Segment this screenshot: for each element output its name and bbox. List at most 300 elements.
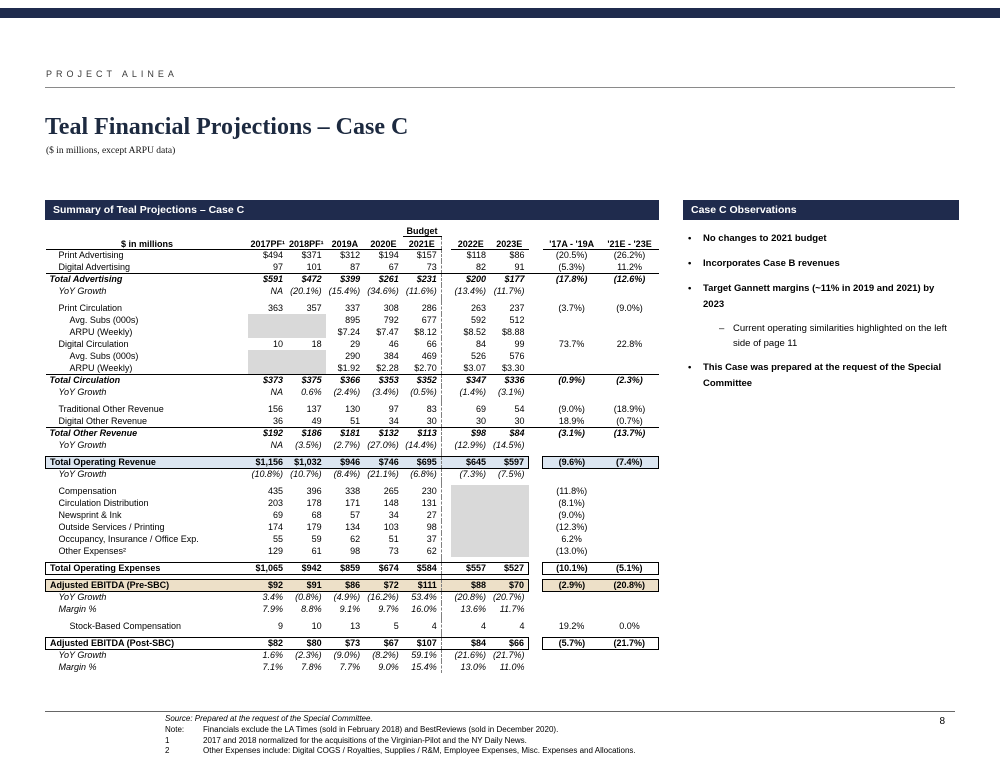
footnote-text: Financials exclude the LA Times (sold in February 2018) and BestReviews (sold in December 2020). xyxy=(203,724,559,734)
value-cell: 13.0% xyxy=(460,662,486,672)
value-cell: (3.4%) xyxy=(372,387,399,397)
cagr-cell: 6.2% xyxy=(561,534,582,544)
row-label: Print Advertising xyxy=(58,250,124,261)
value-cell: 98 xyxy=(350,546,361,556)
gap-cell xyxy=(441,468,451,480)
value-cell: (4.9%) xyxy=(333,592,361,603)
value-cell: $82 xyxy=(248,637,287,649)
spacer-cell xyxy=(46,223,249,236)
value-cell xyxy=(248,314,287,326)
projections-table-head xyxy=(46,223,659,249)
value-cell: 137 xyxy=(306,404,322,414)
cagr-cell: 11.2% xyxy=(617,261,642,272)
cagr-cell xyxy=(601,386,659,398)
cagr-cell: (5.1%) xyxy=(601,562,659,574)
value-cell: 338 xyxy=(345,486,361,496)
cagr-cell: (0.9%) xyxy=(543,374,601,386)
gap-cell xyxy=(441,591,451,603)
row-label: Newsprint & Ink xyxy=(58,510,122,520)
value-cell: $859 xyxy=(326,562,365,574)
value-cell: 82 xyxy=(475,261,486,272)
value-cell: (8.2%) xyxy=(372,650,399,661)
value-cell: 7.7% xyxy=(339,662,361,672)
gap-cell xyxy=(441,415,451,427)
row-label: Traditional Other Revenue xyxy=(58,404,164,414)
value-cell: 237 xyxy=(509,303,525,313)
gap-cell xyxy=(441,314,451,326)
row-label: YoY Growth xyxy=(58,469,107,480)
cagr-cell: (7.4%) xyxy=(601,456,659,468)
projections-panel xyxy=(45,200,659,673)
bullet-marker: • xyxy=(688,258,692,270)
spacer-cell xyxy=(287,223,326,236)
gap-cell xyxy=(529,468,543,480)
value-cell xyxy=(451,545,490,557)
value-cell: 174 xyxy=(268,522,284,532)
value-cell: 57 xyxy=(350,510,361,520)
cagr-cell: (18.9%) xyxy=(613,404,646,414)
value-cell: 4 xyxy=(431,621,437,631)
cagr-cell: (3.1%) xyxy=(543,427,601,439)
cagr-cell: (9.0%) xyxy=(558,510,585,520)
row-label: Adjusted EBITDA (Post-SBC) xyxy=(46,637,249,649)
value-cell: $1,032 xyxy=(287,456,326,468)
value-cell: $312 xyxy=(340,250,361,261)
observation-text: Current operating similarities highlighted on the left side of page 11 xyxy=(733,322,947,349)
value-cell: $645 xyxy=(451,456,490,468)
value-cell: 131 xyxy=(421,498,437,508)
gap-cell xyxy=(529,439,543,451)
row-label: Total Advertising xyxy=(46,273,249,285)
value-cell: 8.8% xyxy=(301,604,322,614)
value-cell: 16.0% xyxy=(411,604,437,614)
value-cell: (0.8%) xyxy=(295,592,322,603)
cagr-cell: (21.7%) xyxy=(601,637,659,649)
gap-cell xyxy=(529,497,543,509)
row-label: Occupancy, Insurance / Office Exp. xyxy=(58,534,199,544)
gap-cell xyxy=(441,603,451,615)
gap-cell xyxy=(441,579,451,591)
value-cell: (9.0%) xyxy=(333,650,361,661)
value-cell: $746 xyxy=(364,456,403,468)
value-cell: 156 xyxy=(268,404,284,414)
row-label: YoY Growth xyxy=(58,286,107,296)
cagr-cell: (17.8%) xyxy=(543,273,601,285)
cagr-cell xyxy=(543,386,601,398)
value-cell: $347 xyxy=(451,374,490,386)
bullet-marker: • xyxy=(688,233,692,244)
cagr-cell: (13.0%) xyxy=(555,546,588,556)
value-cell: 286 xyxy=(421,303,437,313)
value-cell: (15.4%) xyxy=(328,286,361,296)
spacer-cell xyxy=(248,223,287,236)
value-cell: 66 xyxy=(426,339,437,349)
value-cell xyxy=(287,362,326,374)
value-cell: $472 xyxy=(287,273,326,285)
footnote-row xyxy=(165,746,955,757)
cagr-cell xyxy=(543,326,601,338)
value-cell: 7.9% xyxy=(262,604,284,614)
cagr-cell xyxy=(601,521,659,533)
value-cell: 27 xyxy=(426,510,437,520)
value-cell: $557 xyxy=(451,562,490,574)
value-cell: $597 xyxy=(490,456,529,468)
value-cell: 512 xyxy=(509,315,525,325)
value-cell: $231 xyxy=(403,273,442,285)
row-label: Total Other Revenue xyxy=(46,427,249,439)
value-cell: 34 xyxy=(388,415,399,426)
gap-cell xyxy=(441,439,451,451)
value-cell: $375 xyxy=(287,374,326,386)
footnotes xyxy=(165,712,955,757)
observation-item xyxy=(685,231,957,247)
gap-cell xyxy=(529,223,543,236)
header-divider xyxy=(45,87,955,88)
budget-header: Budget xyxy=(403,223,442,236)
value-cell: (1.4%) xyxy=(459,387,486,397)
spacer-cell xyxy=(451,223,490,236)
value-cell: 337 xyxy=(345,303,361,313)
value-cell: $107 xyxy=(403,637,442,649)
value-cell: $192 xyxy=(248,427,287,439)
projections-table-body xyxy=(46,249,659,673)
value-cell: $67 xyxy=(364,637,403,649)
value-cell: 59.1% xyxy=(411,650,437,661)
gap-cell xyxy=(441,362,451,374)
value-cell: (14.4%) xyxy=(405,440,437,450)
observation-item xyxy=(685,360,957,392)
value-cell: 5 xyxy=(393,621,399,631)
cagr-cell xyxy=(601,439,659,451)
gap-cell xyxy=(441,620,451,632)
spacer-cell xyxy=(601,223,659,236)
value-cell xyxy=(287,326,326,338)
value-cell xyxy=(490,497,529,509)
cagr-cell xyxy=(601,533,659,545)
value-cell: $527 xyxy=(490,562,529,574)
value-cell: $591 xyxy=(248,273,287,285)
value-cell: $942 xyxy=(287,562,326,574)
value-cell: $111 xyxy=(403,579,442,591)
value-cell: (13.4%) xyxy=(454,286,486,296)
value-cell: $353 xyxy=(364,374,403,386)
row-label: Margin % xyxy=(58,604,97,614)
gap-cell xyxy=(441,649,451,661)
value-cell: 792 xyxy=(383,315,399,325)
cagr-cell: (2.3%) xyxy=(601,374,659,386)
value-cell: 526 xyxy=(470,351,486,361)
cagr-cell: (26.2%) xyxy=(613,250,646,261)
value-cell: $8.52 xyxy=(463,327,486,337)
value-cell: 73 xyxy=(426,261,437,272)
value-cell: 62 xyxy=(426,546,437,556)
row-label: Digital Other Revenue xyxy=(58,415,148,426)
value-cell: $366 xyxy=(326,374,365,386)
value-cell: 97 xyxy=(388,404,399,414)
value-cell: 179 xyxy=(306,522,322,532)
observation-text: No changes to 2021 budget xyxy=(703,233,827,244)
cagr-cell: 0.0% xyxy=(619,621,640,631)
gap-cell xyxy=(529,236,543,249)
cagr-cell xyxy=(601,497,659,509)
gap-cell xyxy=(529,545,543,557)
cagr-cell: (20.8%) xyxy=(601,579,659,591)
value-cell: $88 xyxy=(451,579,490,591)
value-cell: $674 xyxy=(364,562,403,574)
cagr-cell: (5.3%) xyxy=(558,261,585,272)
row-label: Print Circulation xyxy=(58,303,123,313)
cagr-cell: (12.3%) xyxy=(555,522,588,532)
cagr-cell xyxy=(601,485,659,497)
project-label: PROJECT ALINEA xyxy=(46,69,178,79)
cagr-cell xyxy=(543,591,601,603)
gap-cell xyxy=(529,533,543,545)
value-cell: (27.0%) xyxy=(367,440,399,450)
value-cell: (11.7%) xyxy=(493,286,525,296)
value-cell: $494 xyxy=(263,250,284,261)
cagr-cell xyxy=(543,439,601,451)
footnote-row xyxy=(165,736,955,747)
column-header: 2019A xyxy=(326,236,365,249)
column-header: 2021E xyxy=(403,236,442,249)
gap-cell xyxy=(529,620,543,632)
column-header: 2017PF¹ xyxy=(248,236,287,249)
gap-cell xyxy=(529,386,543,398)
gap-cell xyxy=(529,603,543,615)
value-cell: 7.8% xyxy=(301,662,322,672)
value-cell: 4 xyxy=(480,621,486,631)
row-label: Circulation Distribution xyxy=(58,498,149,508)
cagr-cell: (12.6%) xyxy=(601,273,659,285)
value-cell: 178 xyxy=(306,498,322,508)
row-label: Total Operating Expenses xyxy=(46,562,249,574)
value-cell: 265 xyxy=(383,486,399,496)
value-cell: $7.47 xyxy=(376,327,399,337)
value-cell: $91 xyxy=(287,579,326,591)
value-cell xyxy=(490,521,529,533)
cagr-cell xyxy=(601,649,659,661)
value-cell: (7.3%) xyxy=(459,469,486,480)
cagr-cell: (20.5%) xyxy=(555,250,588,261)
value-cell: (0.5%) xyxy=(410,387,437,397)
cagr-cell: (10.1%) xyxy=(543,562,601,574)
cagr-cell: (8.1%) xyxy=(558,498,585,508)
gap-cell xyxy=(441,223,451,236)
cagr-cell xyxy=(601,326,659,338)
cagr-cell xyxy=(543,362,601,374)
cagr-cell xyxy=(543,350,601,362)
gap-cell xyxy=(529,562,543,574)
value-cell: $86 xyxy=(509,250,525,261)
column-header: 2018PF¹ xyxy=(287,236,326,249)
spacer-cell xyxy=(543,223,601,236)
value-cell: (2.7%) xyxy=(333,440,361,450)
cagr-cell: (9.0%) xyxy=(558,404,585,414)
spacer-cell xyxy=(364,223,403,236)
gap-cell xyxy=(529,350,543,362)
value-cell: NA xyxy=(270,286,284,296)
value-cell: $132 xyxy=(364,427,403,439)
cagr-cell xyxy=(601,545,659,557)
value-cell: 18 xyxy=(311,339,322,349)
cagr-cell xyxy=(543,314,601,326)
value-cell: $373 xyxy=(248,374,287,386)
value-cell: 11.0% xyxy=(499,662,525,672)
value-cell: 34 xyxy=(388,510,399,520)
gap-cell xyxy=(529,338,543,350)
value-cell: $86 xyxy=(326,579,365,591)
observation-text: This Case was prepared at the request of the Special Committee xyxy=(703,361,942,390)
row-label: YoY Growth xyxy=(58,592,107,603)
value-cell: 62 xyxy=(350,534,361,544)
cagr-cell: 22.8% xyxy=(616,339,643,349)
observations-panel xyxy=(683,200,959,401)
value-cell xyxy=(451,509,490,521)
gap-cell xyxy=(529,362,543,374)
value-cell: 13 xyxy=(350,621,361,631)
page-subtitle: ($ in millions, except ARPU data) xyxy=(46,146,176,156)
value-cell: 69 xyxy=(273,510,284,520)
value-cell: $584 xyxy=(403,562,442,574)
value-cell: 384 xyxy=(383,351,399,361)
gap-cell xyxy=(529,285,543,297)
footnote-tag: Note: xyxy=(165,724,185,734)
value-cell: $181 xyxy=(326,427,365,439)
row-label: YoY Growth xyxy=(58,387,107,397)
column-header: 2022E xyxy=(451,236,490,249)
gap-cell xyxy=(529,326,543,338)
value-cell: 68 xyxy=(311,510,322,520)
gap-cell xyxy=(529,273,543,285)
value-cell: $8.12 xyxy=(414,327,437,337)
row-label: Other Expenses² xyxy=(58,546,127,556)
value-cell: 576 xyxy=(509,351,525,361)
value-cell: 49 xyxy=(311,415,322,426)
gap-cell xyxy=(441,509,451,521)
value-cell: 130 xyxy=(345,404,361,414)
cagr-column-header: '21E - '23E xyxy=(601,236,659,249)
gap-cell xyxy=(529,403,543,415)
gap-cell xyxy=(441,562,451,574)
value-cell: 11.7% xyxy=(499,604,525,614)
observation-item xyxy=(685,281,957,313)
value-cell: $695 xyxy=(403,456,442,468)
value-cell: $66 xyxy=(490,637,529,649)
value-cell: $261 xyxy=(364,273,403,285)
value-cell: 263 xyxy=(470,303,486,313)
value-cell: 895 xyxy=(345,315,361,325)
row-label: Stock-Based Compensation xyxy=(69,621,182,631)
cagr-cell xyxy=(601,591,659,603)
value-cell: 15.4% xyxy=(411,662,437,672)
observation-sub-item xyxy=(685,321,957,351)
value-cell: (34.6%) xyxy=(367,286,399,296)
cagr-cell xyxy=(601,314,659,326)
value-cell: 101 xyxy=(306,261,322,272)
gap-cell xyxy=(529,249,543,261)
cagr-cell: (5.7%) xyxy=(543,637,601,649)
value-cell xyxy=(451,521,490,533)
gap-cell xyxy=(441,533,451,545)
value-cell xyxy=(451,485,490,497)
value-cell: $946 xyxy=(326,456,365,468)
cagr-cell: 19.2% xyxy=(558,621,585,631)
footer xyxy=(45,711,955,757)
value-cell: $118 xyxy=(466,250,486,261)
value-cell: $80 xyxy=(287,637,326,649)
value-cell: (2.3%) xyxy=(295,650,322,661)
value-cell: (20.8%) xyxy=(454,592,486,603)
gap-cell xyxy=(529,521,543,533)
cagr-cell xyxy=(543,603,601,615)
value-cell: 69 xyxy=(475,404,486,414)
value-cell: 30 xyxy=(514,415,525,426)
gap-cell xyxy=(441,285,451,297)
value-cell: 0.6% xyxy=(301,387,322,397)
value-cell: 61 xyxy=(311,546,322,556)
value-cell: 1.6% xyxy=(262,650,284,661)
value-cell: 3.4% xyxy=(262,592,284,603)
value-cell: 230 xyxy=(421,486,437,496)
value-cell: $399 xyxy=(326,273,365,285)
value-cell: (21.6%) xyxy=(454,650,486,661)
gap-cell xyxy=(529,415,543,427)
value-cell: $8.88 xyxy=(502,327,525,337)
cagr-cell xyxy=(601,468,659,480)
value-cell xyxy=(490,545,529,557)
value-cell: $98 xyxy=(451,427,490,439)
cagr-cell xyxy=(543,649,601,661)
value-cell: 37 xyxy=(426,534,437,544)
cagr-cell xyxy=(601,603,659,615)
footnote-text: 2017 and 2018 normalized for the acquisitions of the Virginian-Pilot and the NY Daily News. xyxy=(203,735,527,745)
bullet-marker: • xyxy=(688,361,692,373)
value-cell: 13.6% xyxy=(460,604,486,614)
gap-cell xyxy=(529,261,543,273)
gap-cell xyxy=(529,649,543,661)
value-cell xyxy=(248,350,287,362)
value-cell: 84 xyxy=(475,339,486,349)
cagr-cell: (3.7%) xyxy=(558,303,585,313)
gap-cell xyxy=(529,314,543,326)
footnote-tag: 2 xyxy=(165,746,170,756)
page-number: 8 xyxy=(939,716,945,727)
observation-text: Incorporates Case B revenues xyxy=(703,258,840,270)
column-header: 2023E xyxy=(490,236,529,249)
value-cell: 435 xyxy=(268,486,284,496)
value-cell: (21.1%) xyxy=(367,469,399,480)
value-cell: 55 xyxy=(273,534,284,544)
value-cell: 36 xyxy=(273,415,284,426)
value-cell: $72 xyxy=(364,579,403,591)
footnote-row xyxy=(165,725,955,736)
gap-cell xyxy=(529,485,543,497)
value-cell: $1,156 xyxy=(248,456,287,468)
value-cell: (8.4%) xyxy=(333,469,361,480)
bullet-marker: – xyxy=(719,322,725,334)
value-cell: 363 xyxy=(268,303,284,313)
column-header: 2020E xyxy=(364,236,403,249)
cagr-cell xyxy=(543,661,601,673)
cagr-cell: (9.6%) xyxy=(543,456,601,468)
value-cell: 4 xyxy=(519,621,525,631)
gap-cell xyxy=(441,236,451,249)
value-cell: $84 xyxy=(490,427,529,439)
value-cell: (7.5%) xyxy=(498,469,525,480)
value-cell: (20.1%) xyxy=(290,286,322,296)
value-cell: 51 xyxy=(350,415,361,426)
cagr-cell xyxy=(601,362,659,374)
